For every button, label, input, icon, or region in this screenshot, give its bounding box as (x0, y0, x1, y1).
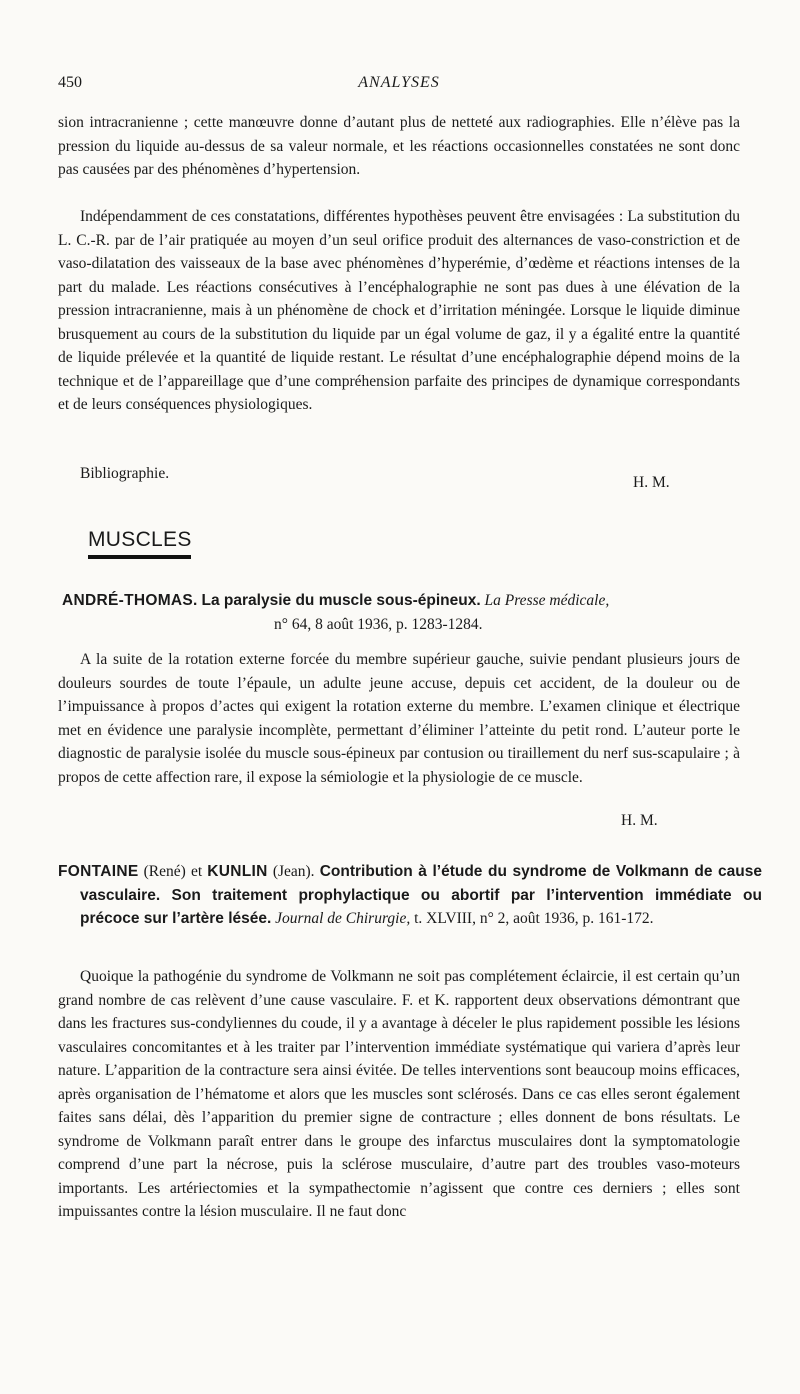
article-abstract-andre-thomas: A la suite de la rotation externe forcée du membre supérieur gauche, suivie pendant plusieurs jours de douleurs sourdes de toute l’épaule, un adulte jeune accuse, depuis cet accident, de la douleur ou de l’impuissance à propos d’actes qui exigent la rotation externe du membre. L’examen clinique et électrique met en évidence une paralysie incomplète, permettant d’éliminer l’atteinte du petit rond. L’auteur porte le diagnostic de paralysie isolée du muscle sous-épineux par contusion ou tiraillement du nerf sus-scapulaire ; à propos de cette affection rare, il expose la sémiologie et la physiologie de ce muscle. (58, 651, 740, 786)
article-title: Contribution à l’étude du syndrome de Volkmann de cause vasculaire. Son traitement prophylactique ou abortif par l’intervention immédiate ou précoce sur l’artère lésée. (80, 863, 763, 927)
section-heading: MUSCLES (88, 528, 192, 551)
paragraph-hypotheses: Indépendamment de ces constatations, différentes hypothèses peuvent être envisagées : La substitution du L. C.-R. par de l’air pratiquée au moyen d’un seul orifice produit des alternances de vaso-constriction et de vaso-dilatation des vaisseaux de la base avec phénomènes d’hyperémie, d’œdème et réactions intenses de la part du malade. Les réactions consécutives à l’encéphalographie ne sont pas dues à une élévation de la pression intracranienne, mais à un phénomène de chock et d’irritation méningée. Lorsque le liquide diminue brusquement au cours de la substitution du liquide par un égal volume de gaz, il y a égalité entre la quantité de liquide prélevée et la quantité de liquide restant. Le résultat d’une encéphalographie dépend moins de la technique et de l’appareillage que d’une compréhension parfaite des principes de dynamique correspondants et de leurs conséquences physiologiques. (58, 208, 740, 413)
bibliography-label: Bibliographie. (80, 465, 170, 482)
article-reference: n° 64, 8 août 1936, p. 1283-1284. (274, 615, 483, 633)
journal-name: La Presse médicale, (484, 592, 610, 609)
paragraph-continued: sion intracranienne ; cette manœuvre donne d’autant plus de netteté aux radiographies. Elle n’élève pas la pression du liquide au-dessus de sa valeur normale, et les réactions occasionnelles constatées ne sont donc pas causées par des phénomènes d’hypertension. (58, 114, 740, 178)
article-heading-andre-thomas (62, 589, 744, 636)
article-abstract-fontaine-kunlin: Quoique la pathogénie du syndrome de Volkmann ne soit pas complétement éclaircie, il est certain qu’un grand nombre de cas relèvent d’une cause vasculaire. F. et K. rapportent deux observations démontrant que dans les fractures sus-condyliennes du coude, il y a avantage à déceler le plus rapidement possible les lésions vasculaires concomitantes et à les traiter par l’intervention immédiate systématique qui variera d’après leur nature. L’apparition de la contracture sera ainsi évitée. De telles interventions sont beaucoup moins efficaces, après organisation de l’hématome et alors que les muscles sont sclérosés. Dans ce cas elles seront également faites sans délai, dès l’apparition du premier signe de contracture ; elles donnent de bons résultats. Le syndrome de Volkmann paraît entrer dans le groupe des infarctus musculaires dont la symptomatologie comprend d’une part la nécrose, puis la sclérose musculaire, d’autre part des troubles vaso-moteurs importants. Les artériectomies et la sympathectomie n’agissent que contre ces derniers ; elles sont impuissantes contre la lésion musculaire. Il ne faut donc (58, 968, 740, 1220)
article-author: KUNLIN (207, 863, 268, 880)
section-underline (88, 555, 191, 559)
article-reference: t. XLVIII, n° 2, août 1936, p. 161-172. (414, 910, 654, 927)
author-conjunction: et (190, 863, 203, 880)
page-header (58, 74, 740, 98)
author-first-name: (Jean). (272, 863, 315, 880)
page-number: 450 (58, 74, 82, 91)
running-title: ANALYSES (358, 74, 440, 91)
journal-name: Journal de Chirurgie, (275, 910, 411, 927)
article-author: FONTAINE (58, 863, 139, 880)
signature-initials: H. M. (633, 474, 670, 491)
article-title: La paralysie du muscle sous-épineux. (201, 592, 481, 609)
article-heading-fontaine-kunlin (58, 860, 762, 931)
author-first-name: (René) (143, 863, 186, 880)
article-author: ANDRÉ-THOMAS. (62, 592, 198, 609)
signature-initials: H. M. (621, 812, 658, 829)
